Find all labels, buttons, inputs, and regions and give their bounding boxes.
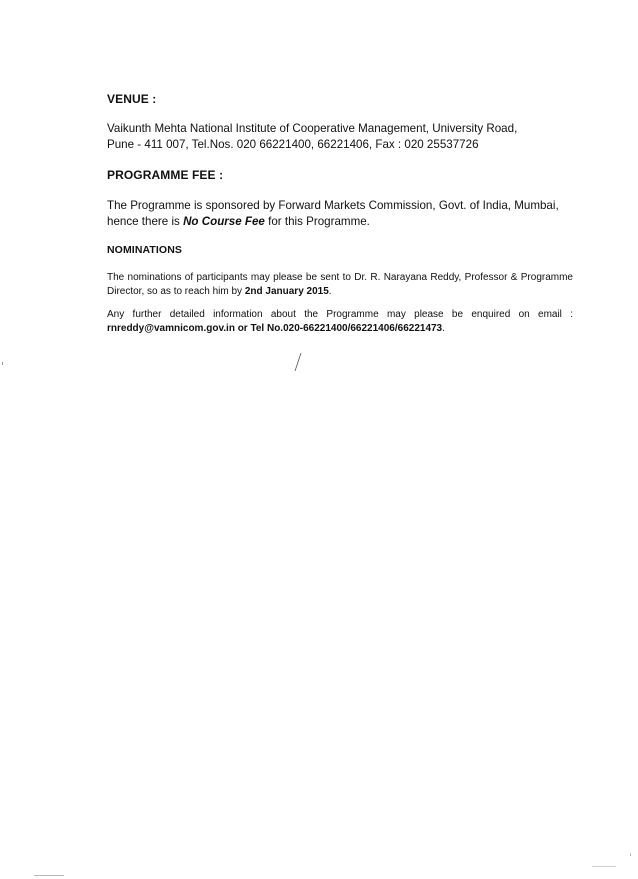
fee-text-before: hence there is [107, 215, 184, 228]
nominations-heading: NOMINATIONS [107, 244, 182, 256]
no-course-fee-emphasis: No Course Fee [183, 215, 265, 228]
nominations-text-before: The nominations of participants may please be sent to Dr. R. Narayana Reddy, Professor & Programme Director, so as to reach him by [107, 272, 573, 297]
venue-address [107, 121, 573, 153]
programme-fee-heading: PROGRAMME FEE : [107, 168, 224, 182]
scan-speck [592, 866, 616, 867]
scan-speck [630, 853, 631, 856]
document-content [107, 92, 573, 336]
scan-speck [34, 875, 64, 876]
scan-speck [2, 362, 3, 365]
venue-heading: VENUE : [107, 92, 157, 106]
enquiry-contact: rnreddy@vamnicom.gov.in or Tel No.020-66221400/66221406/66221473 [107, 323, 443, 334]
venue-address-line-2: Pune - 411 007, Tel.Nos. 020 66221400, 66221406, Fax : 020 25537726 [107, 138, 479, 151]
enquiry-text-after: . [442, 323, 445, 334]
enquiry-text [107, 308, 573, 336]
nominations-text-after: . [328, 286, 332, 297]
enquiry-text-before: Any further detailed information about the Programme may please be enquired on email : [107, 309, 573, 320]
nominations-deadline: 2nd January 2015 [244, 286, 329, 297]
pen-stroke-mark [293, 352, 303, 372]
nominations-text [107, 271, 573, 299]
venue-address-line-1: Vaikunth Mehta National Institute of Cooperative Management, University Road, [107, 122, 518, 135]
programme-fee-text [107, 198, 573, 230]
fee-text-after: for this Programme. [264, 215, 370, 228]
programme-fee-line-2 [107, 214, 573, 230]
programme-fee-line-1: The Programme is sponsored by Forward Markets Commission, Govt. of India, Mumbai, [107, 199, 559, 212]
